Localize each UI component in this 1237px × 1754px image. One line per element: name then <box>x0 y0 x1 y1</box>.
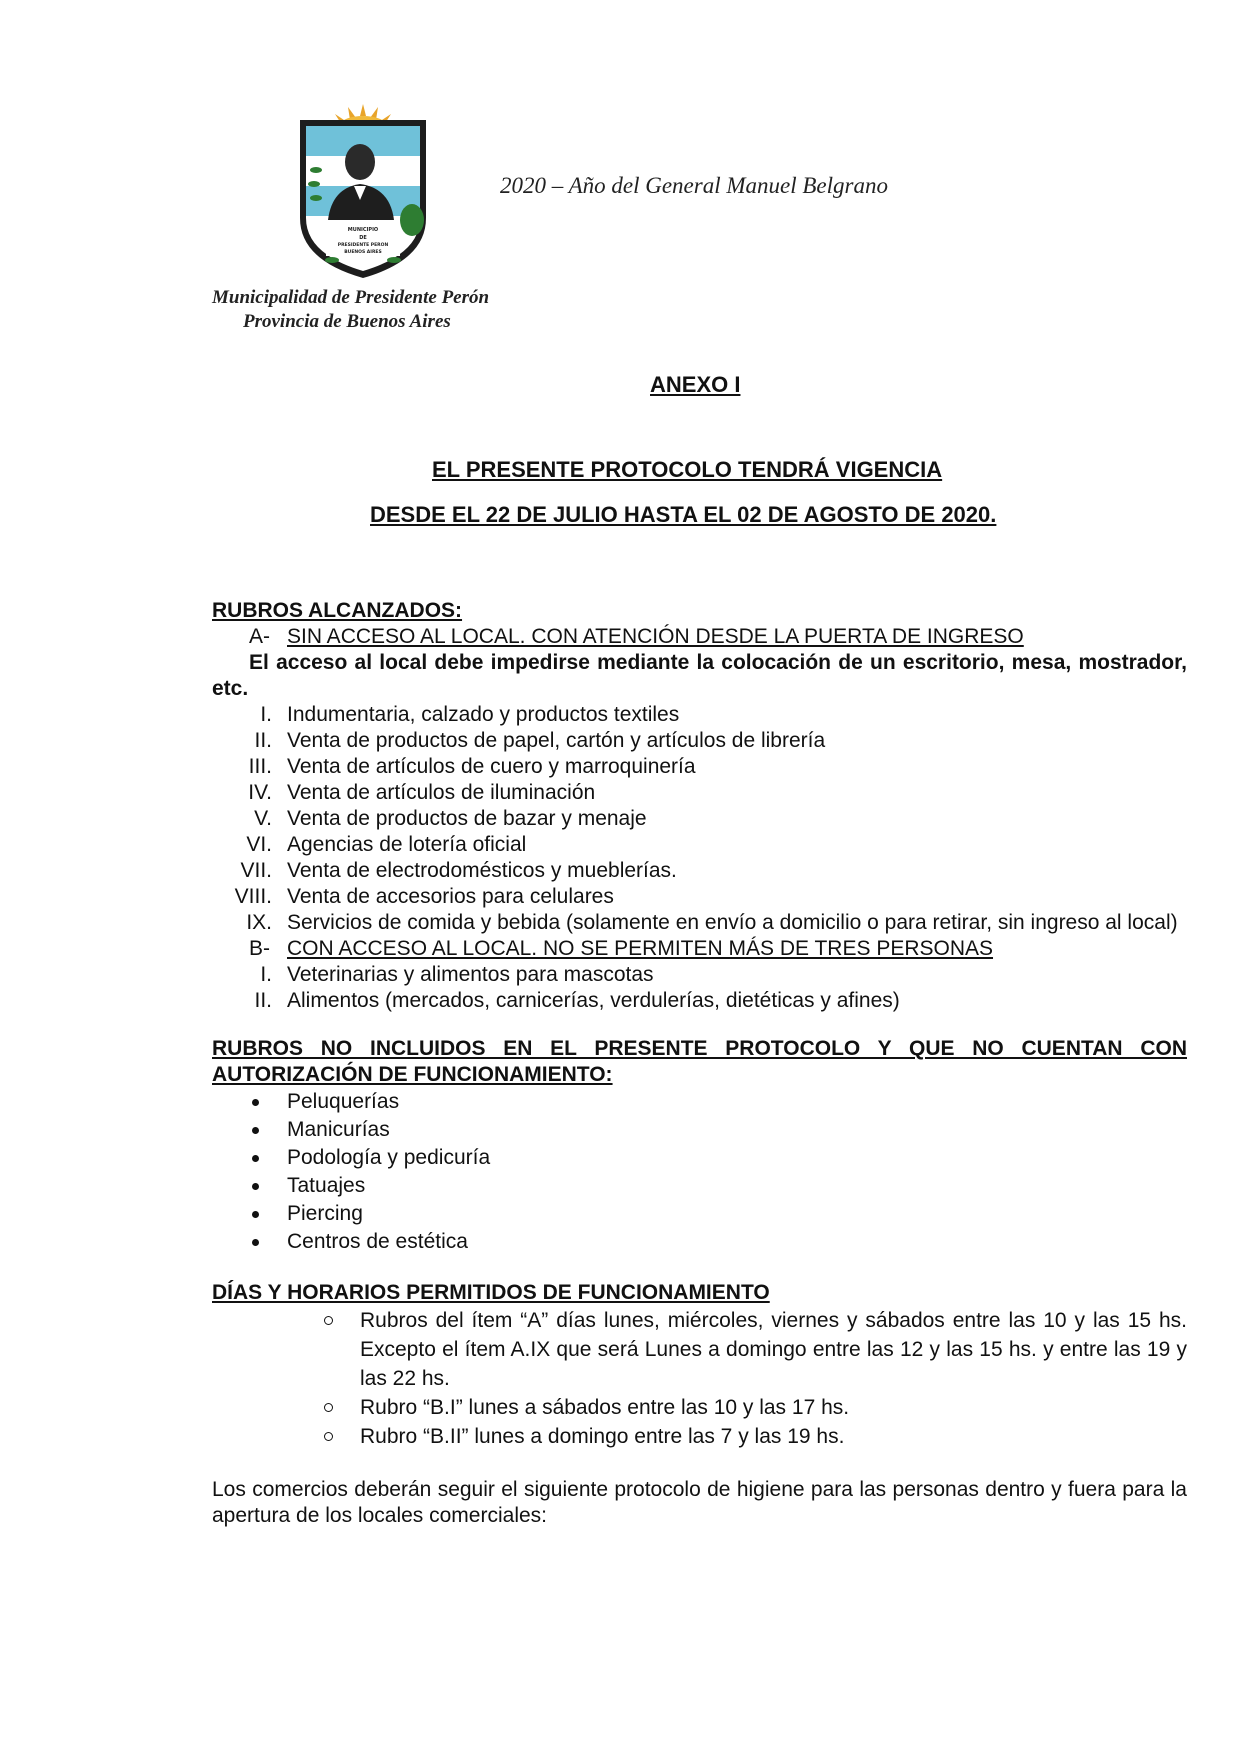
section-title-schedule: DÍAS Y HORARIOS PERMITIDOS DE FUNCIONAMIENTO <box>212 1281 770 1304</box>
list-item: Podología y pedicuría <box>212 1144 1187 1172</box>
category-a-marker: A- <box>249 625 270 648</box>
circle-bullet-icon <box>324 1403 333 1412</box>
section-title-excluded: RUBROS NO INCLUIDOS EN EL PRESENTE PROTOCOLO Y QUE NO CUENTAN CON AUTORIZACIÓN DE FUNCIONAMIENTO: <box>212 1037 1187 1086</box>
list-item: I. Veterinarias y alimentos para mascotas <box>260 963 654 986</box>
list-item: II. Alimentos (mercados, carnicerías, verdulerías, dietéticas y afines) <box>254 989 900 1012</box>
list-item: VIII. Venta de accesorios para celulares <box>234 885 614 908</box>
page-title: ANEXO I <box>650 372 741 397</box>
municipality-name: Municipalidad de Presidente Perón <box>212 287 490 308</box>
bullet-icon <box>252 1127 259 1134</box>
category-a-label: SIN ACCESO AL LOCAL. CON ATENCIÓN DESDE LA PUERTA DE INGRESO <box>287 625 1024 648</box>
list-item: Rubros del ítem “A” días lunes, miércoles, viernes y sábados entre las 10 y las 15 hs. Excepto el ítem A.IX que será Lunes a domingo entre las 12 y las 15 hs. y entre las 19 y las 22 hs. <box>212 1306 1187 1393</box>
category-a-heading <box>212 624 1187 650</box>
list-item: I. Indumentaria, calzado y productos textiles <box>260 703 680 726</box>
bullet-icon <box>252 1211 259 1218</box>
list-item: Manicurías <box>212 1116 1187 1144</box>
list-item: VII. Venta de electrodomésticos y mueblerías. <box>240 859 677 882</box>
list-item: IV. Venta de artículos de iluminación <box>248 781 596 804</box>
list-item: III. Venta de artículos de cuero y marroquinería <box>248 755 696 778</box>
municipal-crest-logo <box>292 100 434 284</box>
bullet-icon <box>252 1183 259 1190</box>
closing-paragraph: Los comercios deberán seguir el siguiente protocolo de higiene para las personas dentro y fuera para la apertura de los locales comerciales: <box>212 1478 1187 1527</box>
svg-text:MUNICIPIO: MUNICIPIO <box>347 227 379 233</box>
category-b-list <box>212 962 1187 1014</box>
schedule-list <box>212 1306 1187 1451</box>
validity-line-1: EL PRESENTE PROTOCOLO TENDRÁ VIGENCIA <box>432 457 943 482</box>
svg-text:DE: DE <box>359 235 367 241</box>
bullet-icon <box>252 1155 259 1162</box>
section-title-rubros: RUBROS ALCANZADOS: <box>212 599 463 622</box>
svg-text:PRESIDENTE PERON: PRESIDENTE PERON <box>337 243 389 248</box>
validity-line-2: DESDE EL 22 DE JULIO HASTA EL 02 DE AGOSTO DE 2020. <box>370 502 997 527</box>
list-item: V. Venta de productos de bazar y menaje <box>254 807 647 830</box>
circle-bullet-icon <box>324 1316 333 1325</box>
category-a-note: El acceso al local debe impedirse mediante la colocación de un escritorio, mesa, mostrador, etc. <box>212 651 1187 700</box>
list-item: Centros de estética <box>212 1228 1187 1256</box>
document-body <box>212 598 1187 1529</box>
list-item: IX. Servicios de comida y bebida (solamente en envío a domicilio o para retirar, sin ingreso al local) <box>246 911 1178 934</box>
circle-bullet-icon <box>324 1432 333 1441</box>
list-item: Rubro “B.I” lunes a sábados entre las 10 y las 17 hs. <box>212 1393 1187 1422</box>
bullet-icon <box>252 1099 259 1106</box>
category-a-list <box>212 702 1187 936</box>
year-motto: 2020 – Año del General Manuel Belgrano <box>500 173 888 198</box>
category-b-label: CON ACCESO AL LOCAL. NO SE PERMITEN MÁS DE TRES PERSONAS <box>287 937 994 960</box>
list-item: Piercing <box>212 1200 1187 1228</box>
list-item: Tatuajes <box>212 1172 1187 1200</box>
category-b-heading <box>212 936 1187 962</box>
svg-text:BUENOS AIRES: BUENOS AIRES <box>344 250 382 255</box>
list-item: II. Venta de productos de papel, cartón y artículos de librería <box>254 729 826 752</box>
excluded-list <box>212 1088 1187 1256</box>
province-name: Provincia de Buenos Aires <box>243 311 451 332</box>
category-b-marker: B- <box>249 937 270 960</box>
list-item: Peluquerías <box>212 1088 1187 1116</box>
list-item: VI. Agencias de lotería oficial <box>246 833 527 856</box>
bullet-icon <box>252 1239 259 1246</box>
list-item: Rubro “B.II” lunes a domingo entre las 7 y las 19 hs. <box>212 1422 1187 1451</box>
